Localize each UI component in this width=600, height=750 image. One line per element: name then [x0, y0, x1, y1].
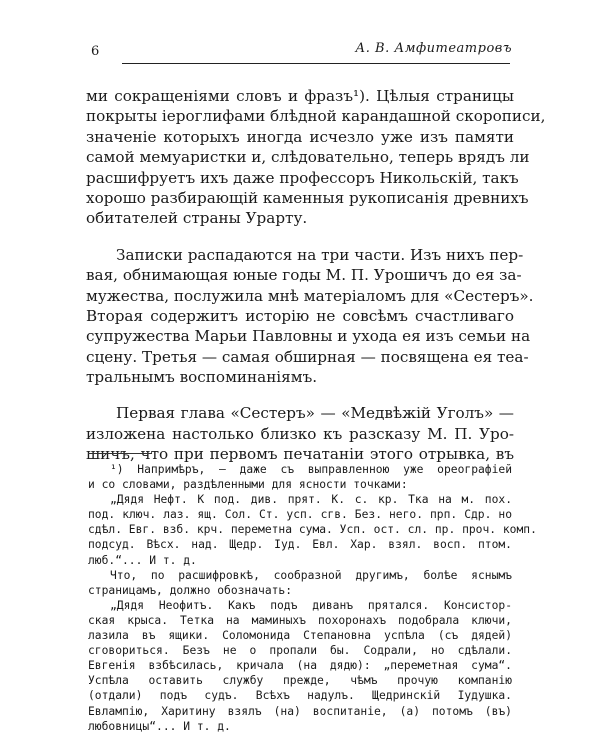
footnote-line: „Дядя Нефт. К под. див. прят. К. с. кр. Тка на м. пох. [110, 493, 512, 507]
footnote-line: люб.“... И т. д. [88, 553, 197, 567]
footnote-line: страницамъ, должно обозначать: [88, 583, 293, 597]
footnote-line: „Дядя Неофитъ. Какъ подъ диванъ прятался. Консистор- [110, 598, 512, 612]
text-line: шичъ, что при первомъ печатаніи этого отрывка, въ [86, 445, 514, 464]
text-line: самой мемуаристки и, слѣдовательно, теперь врядъ ли [86, 148, 530, 167]
footnote-line: ¹) Напримѣръ, — даже съ выправленною уже ореографіей [110, 463, 512, 476]
text-line: тральнымъ воспоминаніямъ. [86, 368, 318, 387]
footnote-line: сдѣл. Евг. взб. крч. переметна сума. Усп. ост. сл. пр. проч. комп. [88, 523, 537, 537]
running-title: А. В. Амфитеатровъ [355, 41, 512, 56]
footnote-line: лазила въ ящики. Соломонида Степановна успѣла (съ дядей) [88, 629, 512, 643]
text-line: покрыты іероглифами блѣдной карандашной скорописи, [86, 107, 546, 126]
footnote-line: (отдали) подъ судъ. Всѣхъ надулъ. Щедринскій Іудушка. [88, 689, 512, 703]
text-line: значеніе которыхъ иногда исчезло уже изъ памяти [86, 127, 514, 146]
footnote-rule [88, 453, 152, 454]
text-line: Первая глава «Сестеръ» — «Медвѣжій Уголъ» — [116, 404, 514, 423]
text-line: вая, обнимающая юные годы М. П. Урошичъ до ея за- [86, 266, 522, 285]
footnote-line: Евгенія взбѣсилась, кричала (на дядю): „переметная сума“. [88, 659, 512, 673]
footnote-line: Евлампію, Харитину взялъ (на) воспитаніе, (а) потомъ (въ) [88, 704, 512, 718]
footnote-line: ская крыса. Тетка на маминыхъ похоронахъ подобрала ключи, [88, 613, 512, 627]
text-line: Записки распадаются на три части. Изъ нихъ пер- [116, 245, 524, 264]
footnote-line: под. ключ. лаз. ящ. Сол. Ст. усп. сгв. Без. него. прп. Сдр. но [88, 508, 512, 522]
text-line: супружества Марьи Павловны и ухода ея изъ семьи на [86, 327, 531, 346]
footnote-line: Что, по расшифровкѣ, сообразной другимъ, болѣе яснымъ [110, 568, 512, 582]
text-line: расшифруетъ ихъ даже профессоръ Никольскій, такъ [86, 168, 519, 187]
text-line: обитателей страны Урарту. [86, 209, 308, 228]
footnote-line: сговориться. Безъ не о пропали бы. Содрали, но сдѣлали. [88, 644, 512, 658]
text-line: сцену. Третья — самая обширная — посвящена ея теа- [86, 347, 529, 366]
footnote-line: Успѣла оставить службу прежде, чѣмъ прочую компанію [88, 674, 512, 688]
text-line: ми сокращеніями словъ и фразъ¹). Цѣлыя страницы [86, 87, 514, 105]
text-line: изложена настолько близко къ разсказу М. П. Уро- [86, 424, 514, 443]
text-line: Вторая содержитъ исторію не совсѣмъ счастливаго [86, 306, 514, 325]
main-text [86, 86, 546, 465]
footnote-line: подсуд. Вѣсх. над. Щедр. Iуд. Евл. Хар. взял. восп. птом. [88, 538, 512, 552]
footnote [88, 462, 537, 734]
text-line: мужества, послужила мнѣ матеріаломъ для «Сестеръ». [86, 286, 534, 305]
text-line: хорошо разбирающій каменныя рукописанія древнихъ [86, 188, 529, 207]
header-rule [122, 63, 510, 64]
page-number: 6 [91, 44, 100, 59]
footnote-line: любовницы“... И т. д. [88, 719, 231, 733]
footnote-line: и со словами, раздѣленными для ясности точками: [88, 478, 408, 492]
